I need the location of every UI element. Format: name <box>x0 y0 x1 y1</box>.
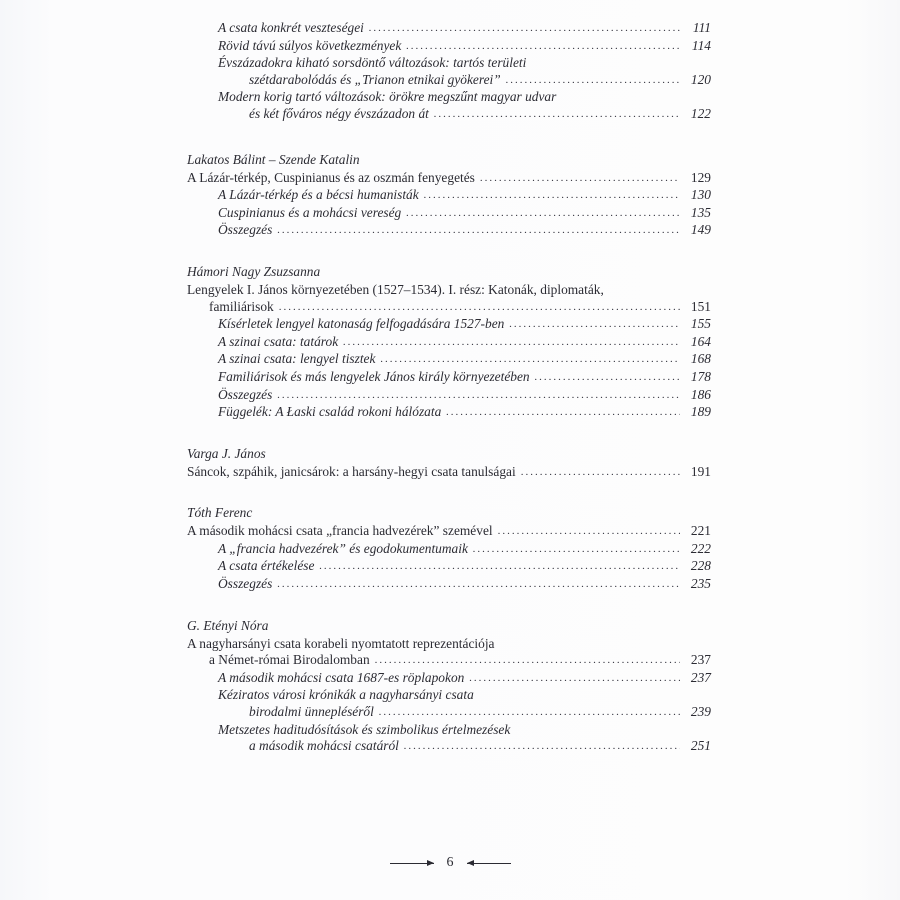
entry-line: Modern korig tartó változások: örökre megszűnt magyar udvar <box>218 89 557 105</box>
entry-row <box>187 652 711 670</box>
toc-section <box>187 616 711 756</box>
toc-subentry <box>187 576 711 594</box>
dot-leader <box>506 72 680 89</box>
toc-subentry <box>187 89 711 123</box>
dot-leader <box>277 387 680 404</box>
dot-leader <box>319 558 680 575</box>
page-ref: 189 <box>690 404 711 420</box>
entry-row <box>218 106 711 124</box>
left-arrow-ornament <box>390 859 434 867</box>
page-ref: 235 <box>690 576 711 592</box>
toc-subentry <box>187 55 711 89</box>
toc-section <box>187 444 711 482</box>
page-ref: 130 <box>690 187 711 203</box>
toc-subentry <box>187 187 711 205</box>
entry-text: A második mohácsi csata „francia hadvezérek” szemével <box>187 523 493 539</box>
entry-line: A nagyharsányi csata korabeli nyomtatott reprezentációja <box>187 635 495 651</box>
dot-leader <box>498 523 680 540</box>
entry-text: és két főváros négy évszázadon át <box>249 105 429 121</box>
entry-text: A Lázár-térkép és a bécsi humanisták <box>218 187 419 203</box>
entry-row <box>218 222 711 240</box>
section-gap <box>187 422 711 444</box>
entry-row <box>187 299 711 317</box>
entry-text: Cuspinianus és a mohácsi vereség <box>218 204 402 220</box>
entry-row <box>218 316 711 334</box>
author-name: Tóth Ferenc <box>187 505 253 521</box>
entry-text: Összegzés <box>218 386 273 402</box>
author-name: Hámori Nagy Zsuzsanna <box>187 263 321 279</box>
toc-section <box>187 262 711 422</box>
entry-line: Évszázadokra kiható sorsdöntő változások: tartós területi <box>218 55 527 71</box>
page-ref: 239 <box>690 704 711 720</box>
section-gap <box>187 481 711 503</box>
page-ref: 151 <box>690 298 711 314</box>
toc-section <box>187 150 711 240</box>
author-name: Varga J. János <box>187 445 266 461</box>
toc-subentry <box>187 558 711 576</box>
dot-leader <box>404 738 680 755</box>
entry-text: Függelék: A Łaski család rokoni hálózata <box>218 404 442 420</box>
toc-subentry <box>187 334 711 352</box>
toc-subentry <box>187 316 711 334</box>
entry-text: Rövid távú súlyos következmények <box>218 37 402 53</box>
section-gap <box>187 594 711 616</box>
author-name: Lakatos Bálint – Szende Katalin <box>187 151 360 167</box>
entry-row <box>218 334 711 352</box>
page-ref: 111 <box>692 20 711 35</box>
toc-subentry <box>187 722 711 756</box>
dot-leader <box>406 205 680 222</box>
page-number: 6 <box>446 855 454 870</box>
entry-text: a második mohácsi csatáról <box>249 738 399 754</box>
right-arrow-ornament <box>467 859 511 867</box>
entry-row <box>218 404 711 422</box>
page-ref: 228 <box>690 558 711 574</box>
page-ref: 222 <box>690 540 711 556</box>
entry-line: Lengyelek I. János környezetében (1527–1534). I. rész: Katonák, diplomaták, <box>187 281 604 297</box>
page-ref: 164 <box>690 333 711 349</box>
page-ref: 191 <box>690 463 711 479</box>
entry-row <box>218 738 711 756</box>
entry-text: A szinai csata: tatárok <box>218 333 339 349</box>
page-ref: 122 <box>690 105 711 121</box>
entry-text: Összegzés <box>218 222 273 238</box>
entry-row <box>218 670 711 688</box>
toc-section-continued <box>187 20 711 124</box>
entry-text: A csata értékelése <box>218 558 315 574</box>
page-footer <box>0 852 900 874</box>
entry-row <box>218 387 711 405</box>
toc-subentry <box>187 222 711 240</box>
dot-leader <box>279 299 680 316</box>
dot-leader <box>375 652 680 669</box>
dot-leader <box>380 351 680 368</box>
entry-text: Kísérletek lengyel katonaság felfogadására 1527-ben <box>218 316 505 332</box>
entry-text: familiárisok <box>209 298 274 314</box>
entry-text: A csata konkrét veszteségei <box>218 20 364 35</box>
dot-leader <box>379 704 680 721</box>
toc-subentry <box>187 205 711 223</box>
table-of-contents <box>187 20 711 756</box>
entry-row <box>218 704 711 722</box>
dot-leader <box>535 369 680 386</box>
dot-leader <box>521 464 680 481</box>
dot-leader <box>343 334 680 351</box>
dot-leader <box>446 404 680 421</box>
dot-leader <box>277 222 680 239</box>
entry-text: A „francia hadvezérek” és egodokumentumaik <box>218 540 468 556</box>
dot-leader <box>469 670 680 687</box>
page-ref: 168 <box>690 351 711 367</box>
page-ref: 251 <box>690 738 711 754</box>
dot-leader <box>406 38 680 55</box>
toc-subentry <box>187 387 711 405</box>
toc-chapter-title <box>187 282 711 316</box>
toc-section <box>187 503 711 593</box>
toc-subentry <box>187 404 711 422</box>
entry-row <box>218 351 711 369</box>
page-ref: 114 <box>691 37 711 53</box>
toc-subentry <box>187 687 711 721</box>
page-ref: 237 <box>690 669 711 685</box>
toc-subentry <box>187 670 711 688</box>
toc-subentry <box>187 541 711 559</box>
dot-leader <box>480 170 680 187</box>
entry-row <box>187 170 711 188</box>
page-ref: 221 <box>690 523 711 539</box>
dot-leader <box>434 106 680 123</box>
dot-leader <box>509 316 680 333</box>
entry-text: A második mohácsi csata 1687-es röplapokon <box>218 669 465 685</box>
entry-line: Kéziratos városi krónikák a nagyharsányi csata <box>218 687 474 703</box>
entry-text: Sáncok, szpáhik, janicsárok: a harsány-hegyi csata tanulságai <box>187 463 516 479</box>
entry-row <box>218 205 711 223</box>
toc-subentry <box>187 20 711 38</box>
entry-text: Összegzés <box>218 576 273 592</box>
dot-leader <box>424 187 680 204</box>
page-ref: 149 <box>690 222 711 238</box>
section-gap <box>187 124 711 150</box>
entry-row <box>218 38 711 56</box>
page-ref: 178 <box>690 368 711 384</box>
toc-chapter-title <box>187 523 711 541</box>
dot-leader <box>369 20 680 37</box>
page-ref: 155 <box>690 316 711 332</box>
toc-chapter-title <box>187 636 711 670</box>
toc-subentry <box>187 369 711 387</box>
section-gap <box>187 240 711 262</box>
entry-row <box>218 72 711 90</box>
entry-row <box>218 20 711 38</box>
dot-leader <box>277 576 680 593</box>
page-ref: 186 <box>690 386 711 402</box>
entry-row <box>218 187 711 205</box>
entry-row <box>218 576 711 594</box>
dot-leader <box>473 541 680 558</box>
entry-row <box>187 464 711 482</box>
entry-text: A Lázár-térkép, Cuspinianus és az oszmán fenyegetés <box>187 169 475 185</box>
page-ref: 120 <box>690 71 711 87</box>
page-ref: 135 <box>690 204 711 220</box>
entry-row <box>218 541 711 559</box>
entry-text: szétdarabolódás és „Trianon etnikai gyökerei” <box>249 71 501 87</box>
page-ref: 129 <box>690 169 711 185</box>
toc-chapter-title <box>187 170 711 188</box>
toc-subentry <box>187 351 711 369</box>
entry-text: A szinai csata: lengyel tisztek <box>218 351 376 367</box>
toc-chapter-title <box>187 464 711 482</box>
entry-row <box>187 523 711 541</box>
toc-subentry <box>187 38 711 56</box>
entry-line: Metszetes haditudósítások és szimbolikus értelmezések <box>218 721 511 737</box>
entry-row <box>218 558 711 576</box>
entry-row <box>218 369 711 387</box>
entry-text: birodalmi ünnepléséről <box>249 704 374 720</box>
author-name: G. Etényi Nóra <box>187 617 269 633</box>
entry-text: a Német-római Birodalomban <box>209 652 370 668</box>
page-ref: 237 <box>690 652 711 668</box>
entry-text: Familiárisok és más lengyelek János király környezetében <box>218 368 530 384</box>
